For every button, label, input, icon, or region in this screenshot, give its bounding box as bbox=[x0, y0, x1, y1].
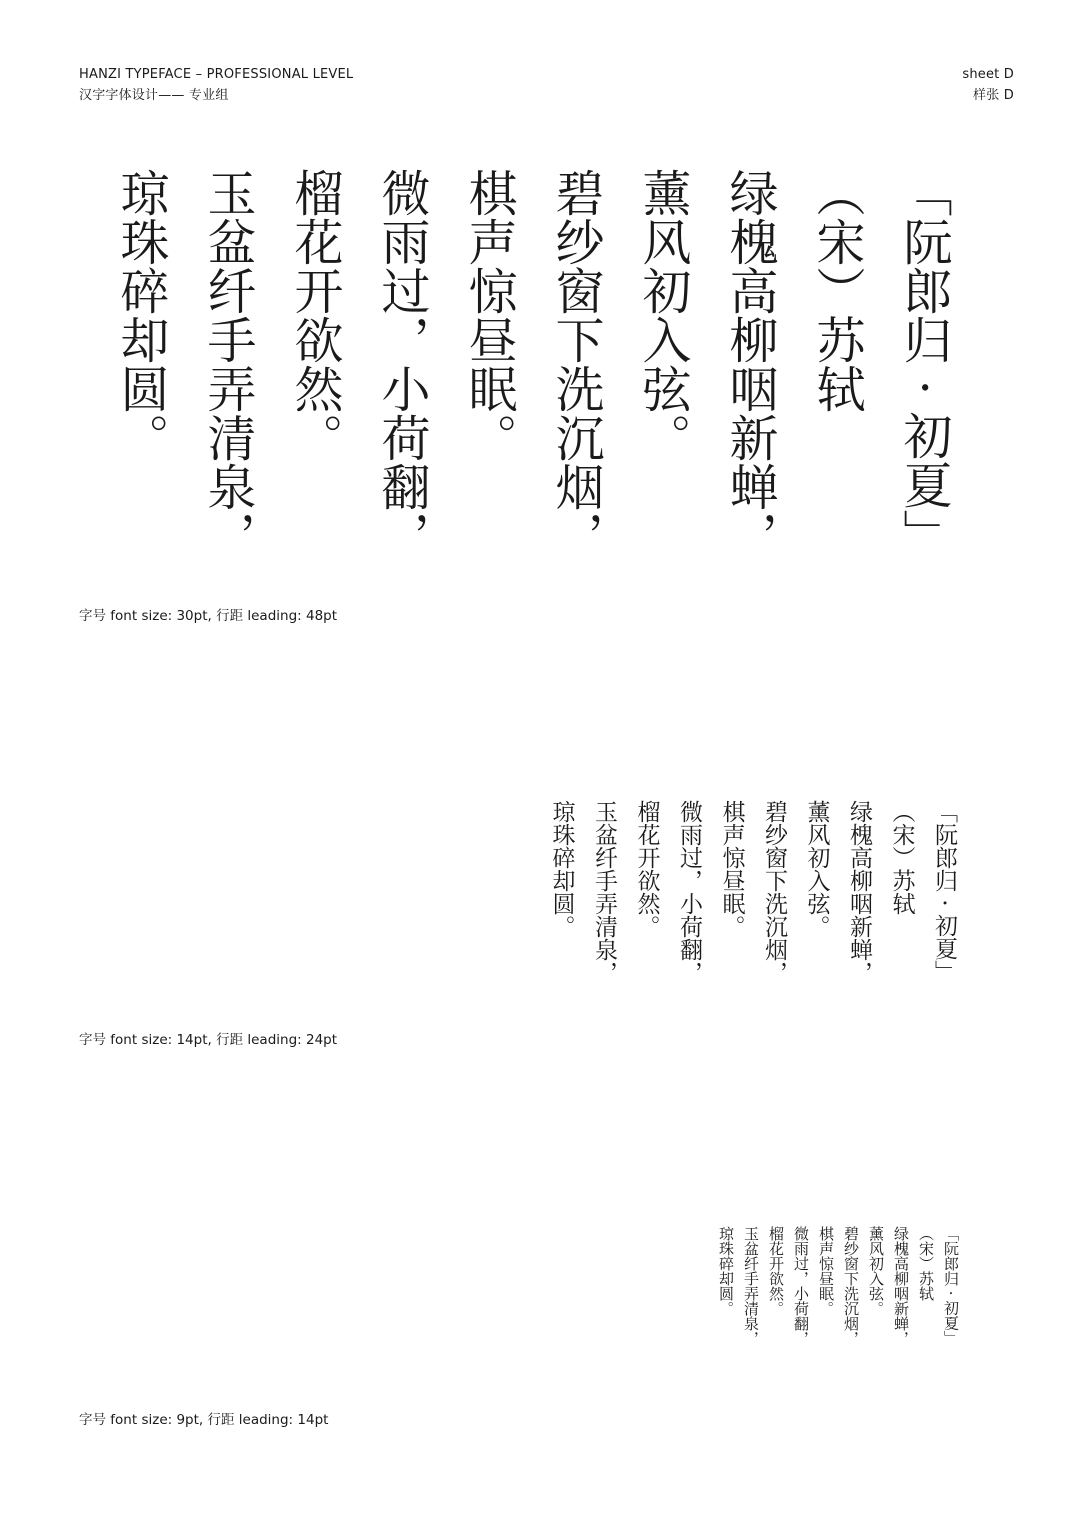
poem-sample-large bbox=[98, 168, 968, 560]
poem-line: 微雨过，小荷翻， bbox=[676, 800, 702, 984]
font-spec-medium: 字号 font size: 14pt, 行距 leading: 24pt bbox=[79, 1032, 338, 1048]
poem-line: 玉盆纤手弄清泉， bbox=[200, 168, 257, 560]
poem-line: 玉盆纤手弄清泉， bbox=[742, 1226, 760, 1346]
sheet-label-en: sheet D bbox=[962, 67, 1014, 82]
poem-line: 榴花开欲然。 bbox=[767, 1226, 785, 1316]
poem-author: （宋）苏轼 bbox=[809, 168, 866, 413]
poem-line: 绿槐高柳咽新蝉， bbox=[722, 168, 779, 560]
poem-line: 薰风初入弦。 bbox=[803, 800, 830, 938]
poem-author: （宋）苏轼 bbox=[917, 1226, 935, 1301]
poem-sample-medium bbox=[540, 800, 965, 984]
poem-title: 「阮郎归 · 初夏」 bbox=[896, 168, 953, 558]
poem-line: 棋声惊昼眠。 bbox=[817, 1226, 835, 1316]
poem-line: 玉盆纤手弄清泉， bbox=[591, 800, 617, 984]
poem-line: 琼珠碎却圆。 bbox=[113, 168, 170, 462]
poem-line: 碧纱窗下洗沉烟， bbox=[548, 168, 605, 560]
header-left bbox=[79, 64, 353, 106]
poem-author: （宋）苏轼 bbox=[888, 800, 915, 915]
typeface-title-cn: 汉字字体设计—— 专业组 bbox=[79, 88, 229, 103]
poem-line: 碧纱窗下洗沉烟， bbox=[842, 1226, 860, 1346]
sheet-label-cn: 样张 D bbox=[973, 88, 1014, 103]
poem-line: 榴花开欲然。 bbox=[633, 800, 660, 938]
poem-line: 微雨过，小荷翻， bbox=[374, 168, 431, 560]
header-right bbox=[962, 64, 1014, 106]
poem-title: 「阮郎归 · 初夏」 bbox=[931, 800, 957, 983]
poem-line: 绿槐高柳咽新蝉， bbox=[846, 800, 872, 984]
poem-line: 榴花开欲然。 bbox=[287, 168, 344, 462]
poem-line: 琼珠碎却圆。 bbox=[717, 1226, 735, 1316]
poem-title: 「阮郎归 · 初夏」 bbox=[942, 1226, 960, 1346]
font-spec-small: 字号 font size: 9pt, 行距 leading: 14pt bbox=[79, 1412, 329, 1428]
poem-line: 琼珠碎却圆。 bbox=[548, 800, 575, 938]
font-spec-large: 字号 font size: 30pt, 行距 leading: 48pt bbox=[79, 608, 338, 624]
typeface-title-en: HANZI TYPEFACE – PROFESSIONAL LEVEL bbox=[79, 67, 354, 82]
poem-line: 薰风初入弦。 bbox=[635, 168, 692, 462]
poem-line: 薰风初入弦。 bbox=[867, 1226, 885, 1316]
poem-line: 绿槐高柳咽新蝉， bbox=[892, 1226, 910, 1346]
poem-line: 碧纱窗下洗沉烟， bbox=[761, 800, 787, 984]
poem-sample-small bbox=[713, 1226, 963, 1346]
poem-line: 棋声惊昼眠。 bbox=[718, 800, 745, 938]
poem-line: 棋声惊昼眠。 bbox=[461, 168, 518, 462]
poem-line: 微雨过，小荷翻， bbox=[792, 1226, 810, 1346]
